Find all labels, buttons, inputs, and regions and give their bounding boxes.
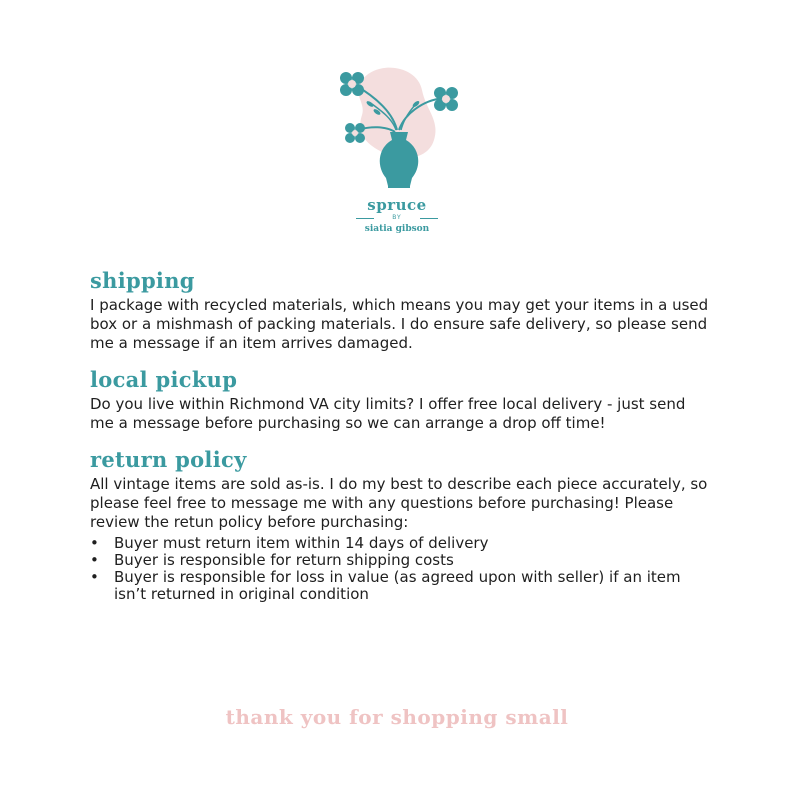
divider-line: [420, 218, 438, 219]
section-text: I package with recycled materials, which means you may get your items in a used box or a mishmash of packing materials. I do ensure safe delivery, so please send me a message if an item arrives damaged.: [90, 296, 709, 352]
local-pickup-section: [90, 367, 710, 433]
list-item: [90, 569, 710, 603]
flower-vase-icon: [322, 60, 472, 200]
policy-content: [90, 268, 710, 603]
list-item-text: Buyer must return item within 14 days of delivery: [114, 534, 489, 552]
list-item: [90, 535, 710, 552]
bullet-icon: •: [90, 551, 99, 569]
list-item: [90, 552, 710, 569]
list-item-text: Buyer is responsible for return shipping costs: [114, 551, 454, 569]
brand-by: BY: [392, 214, 402, 221]
return-policy-section: [90, 447, 710, 603]
bullet-icon: •: [90, 568, 99, 586]
section-text: Do you live within Richmond VA city limits? I offer free local delivery - just send me a message before purchasing so we can arrange a drop off time!: [90, 395, 686, 432]
brand-logo: [0, 0, 794, 260]
section-heading: return policy: [90, 447, 247, 472]
bullet-icon: •: [90, 534, 99, 552]
section-heading: local pickup: [90, 367, 238, 392]
return-policy-list: [90, 535, 710, 603]
brand-name: spruce: [367, 196, 427, 214]
shipping-section: [90, 268, 710, 353]
brand-owner: siatia gibson: [364, 224, 430, 234]
section-heading: shipping: [90, 268, 195, 293]
list-item-text: Buyer is responsible for loss in value (as agreed upon with seller) if an item isn’t returned in original condition: [114, 568, 681, 603]
thank-you-message: thank you for shopping small: [225, 705, 569, 729]
section-text: All vintage items are sold as-is. I do my best to describe each piece accurately, so please feel free to message me with any questions before purchasing! Please review the retun policy before purchasing:: [90, 475, 708, 531]
